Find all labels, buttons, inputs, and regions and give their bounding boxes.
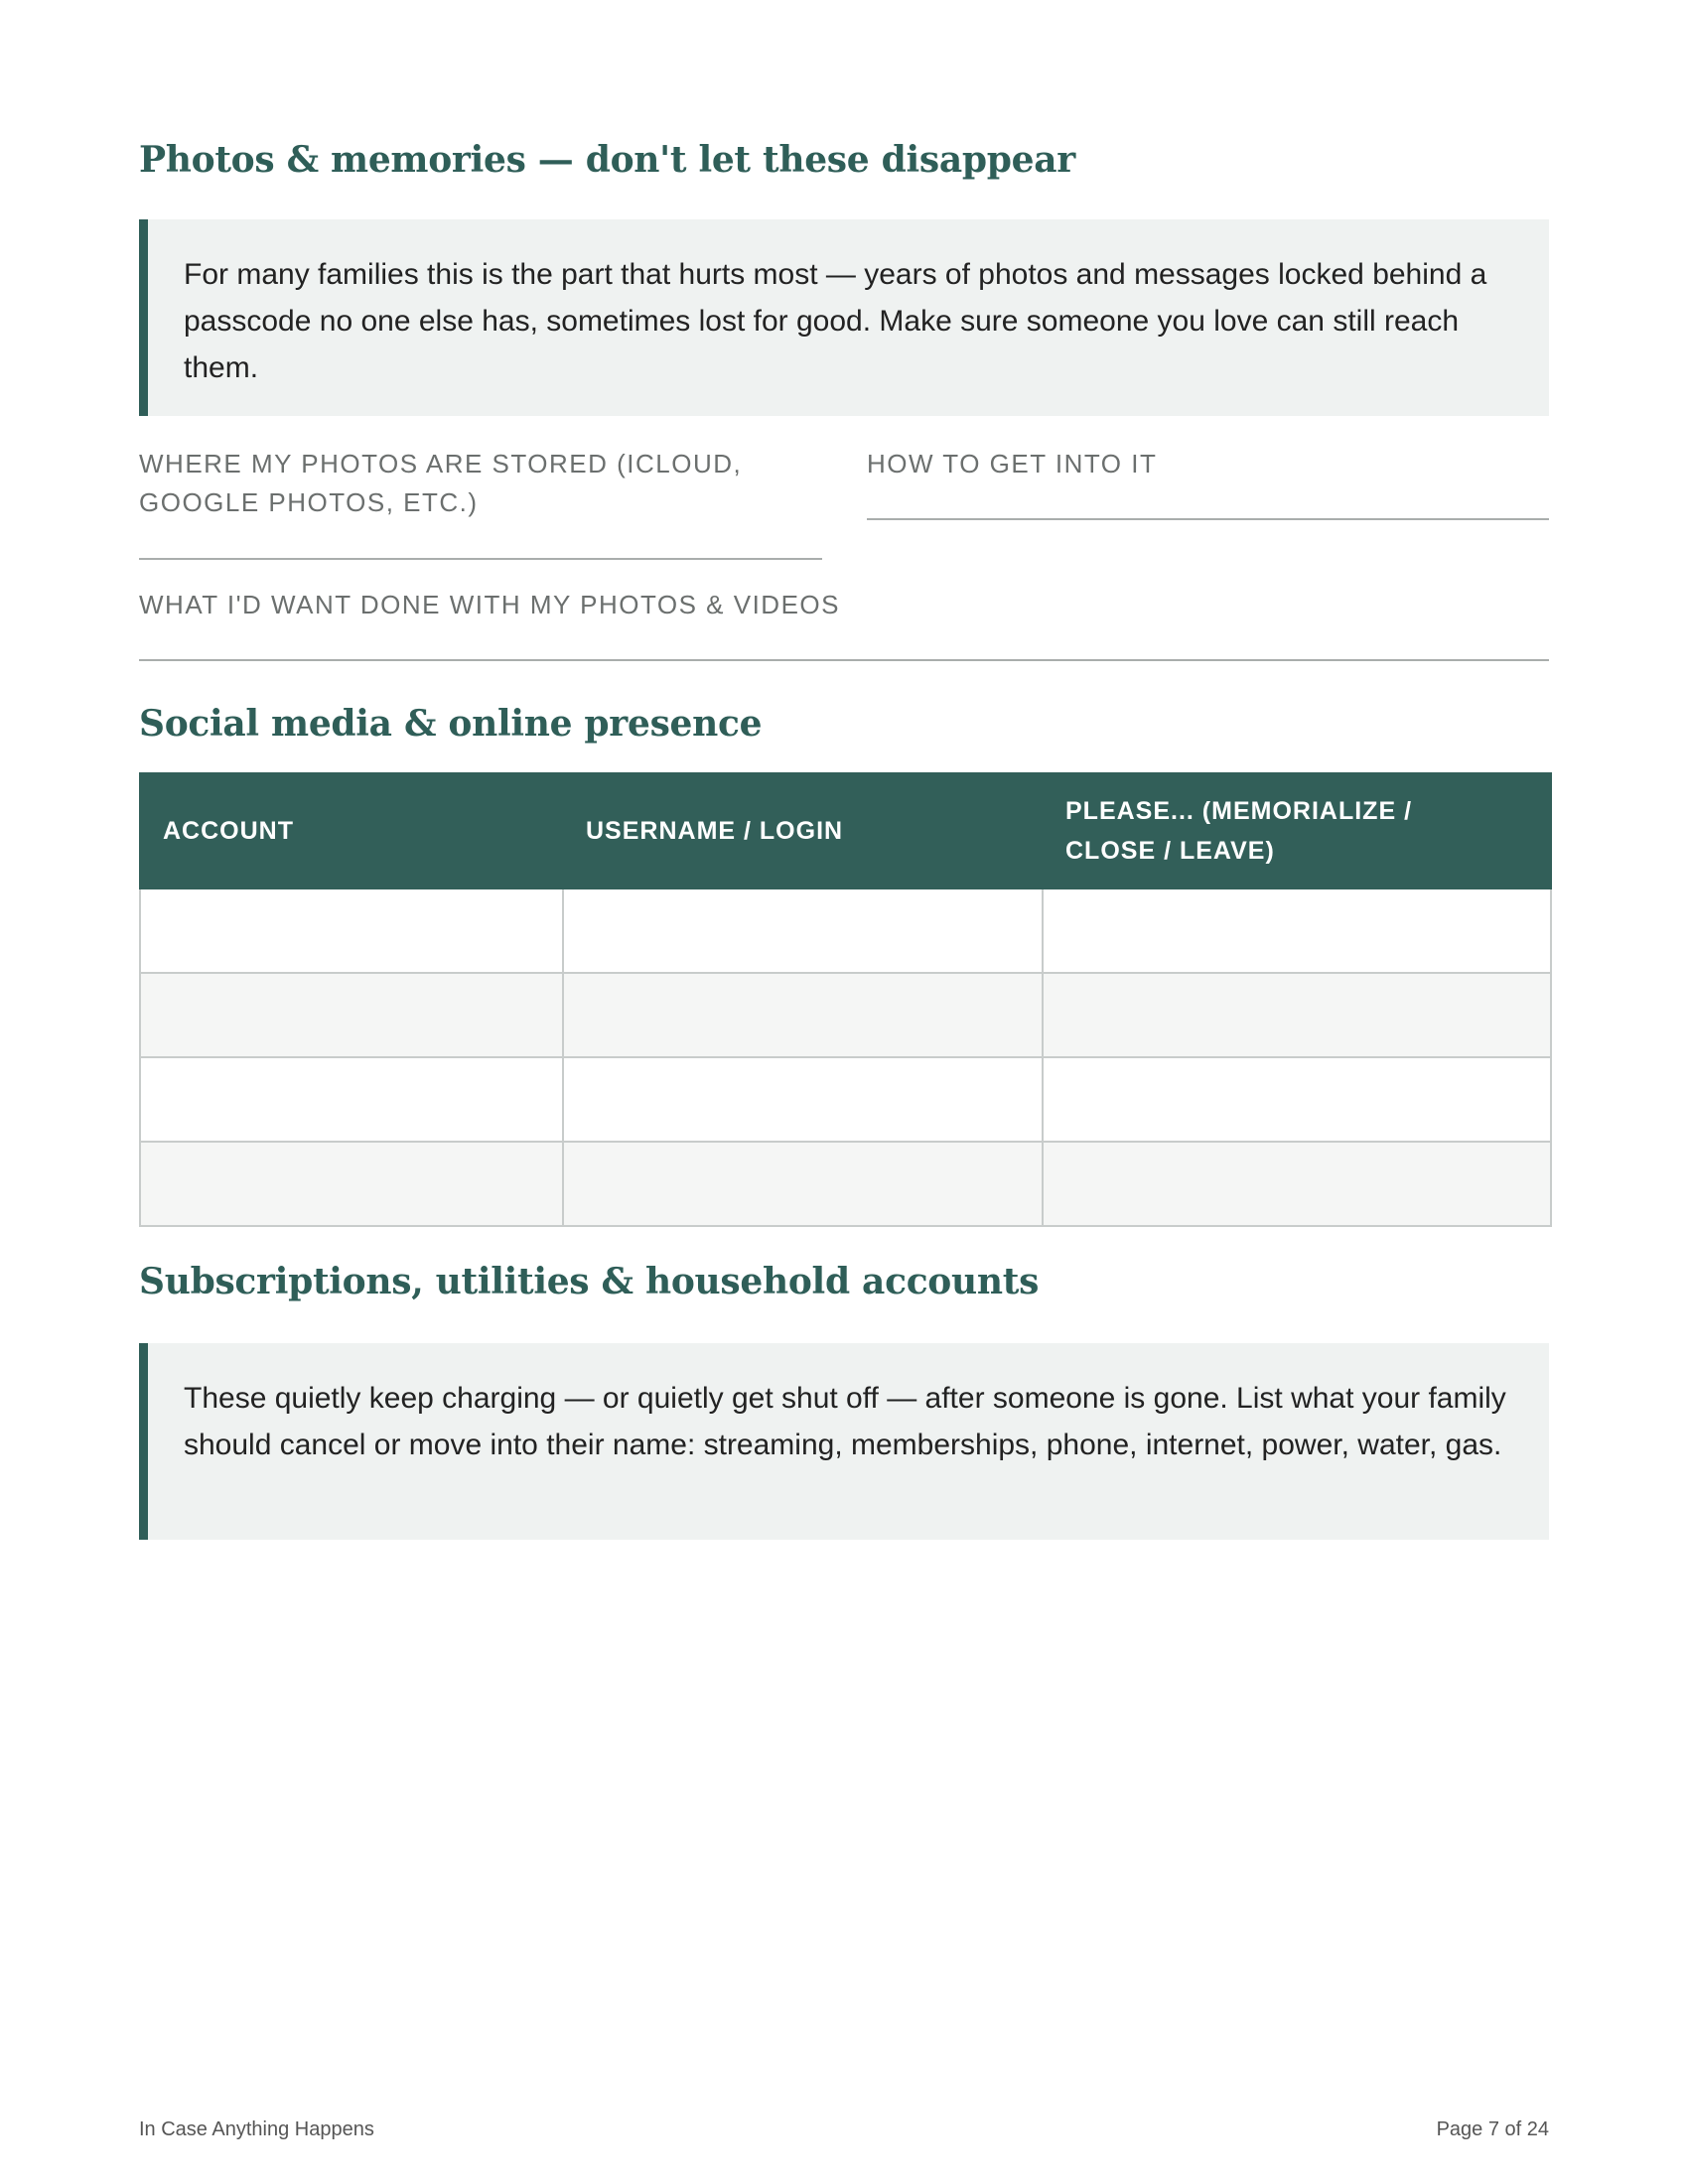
photos-callout: For many families this is the part that hurts most — years of photos and messages locked behind a passcode no one else has, sometimes lost for good. Make sure someone you love can still reach them.: [139, 219, 1549, 416]
table-row: [140, 1057, 1551, 1142]
photos-stored-line[interactable]: [139, 558, 822, 560]
please-cell[interactable]: [1043, 888, 1551, 973]
column-account: ACCOUNT: [140, 773, 563, 888]
photos-stored-field[interactable]: [139, 445, 822, 562]
username-cell[interactable]: [563, 1057, 1043, 1142]
photos-wishes-label: WHAT I'D WANT DONE WITH MY PHOTOS & VIDEOS: [139, 590, 840, 619]
column-username: USERNAME / LOGIN: [563, 773, 1043, 888]
account-cell[interactable]: [140, 1142, 563, 1226]
photos-access-label: HOW TO GET INTO IT: [867, 449, 1158, 478]
please-cell[interactable]: [1043, 1142, 1551, 1226]
username-cell[interactable]: [563, 1142, 1043, 1226]
account-cell[interactable]: [140, 888, 563, 973]
photos-stored-label: WHERE MY PHOTOS ARE STORED (ICLOUD, GOOGLE PHOTOS, ETC.): [139, 449, 743, 517]
photos-access-line[interactable]: [867, 518, 1549, 520]
footer-title: In Case Anything Happens: [139, 2118, 374, 2140]
table-row: [140, 888, 1551, 973]
username-cell[interactable]: [563, 973, 1043, 1057]
please-cell[interactable]: [1043, 1057, 1551, 1142]
social-accounts-table: [139, 772, 1552, 1227]
subscriptions-callout: These quietly keep charging — or quietly get shut off — after someone is gone. List what your family should cancel or move into their name: streaming, memberships, phone, internet, power, water, gas.: [139, 1343, 1549, 1540]
photos-heading: Photos & memories — don't let these disappear: [139, 139, 1075, 181]
please-cell[interactable]: [1043, 973, 1551, 1057]
account-cell[interactable]: [140, 1057, 563, 1142]
footer-page-number: Page 7 of 24: [1436, 2118, 1549, 2140]
social-heading: Social media & online presence: [139, 703, 763, 745]
subscriptions-heading: Subscriptions, utilities & household accounts: [139, 1261, 1040, 1302]
table-row: [140, 1142, 1551, 1226]
photos-wishes-line[interactable]: [139, 659, 1549, 661]
photos-wishes-field[interactable]: [139, 586, 1549, 663]
photos-access-field[interactable]: [867, 445, 1549, 522]
account-cell[interactable]: [140, 973, 563, 1057]
username-cell[interactable]: [563, 888, 1043, 973]
social-header-row: [140, 773, 1551, 888]
column-please: PLEASE... (MEMORIALIZE / CLOSE / LEAVE): [1043, 773, 1551, 888]
table-row: [140, 973, 1551, 1057]
